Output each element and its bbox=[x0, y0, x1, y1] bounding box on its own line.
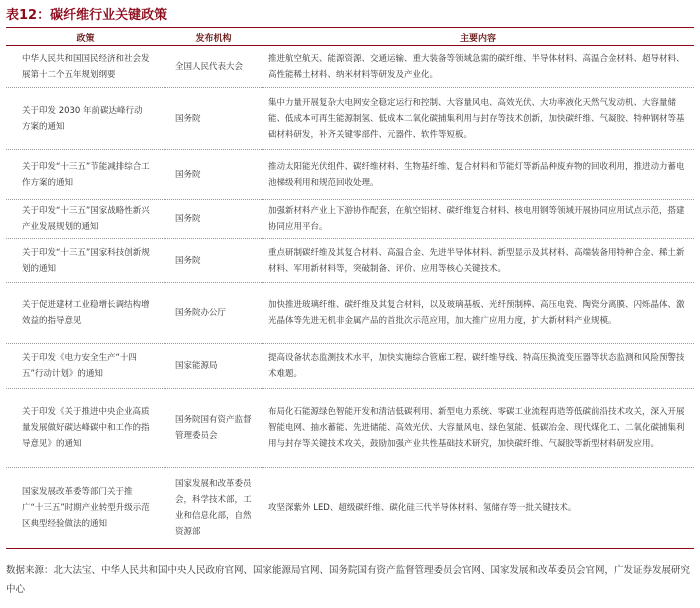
content-cell: 提高设备状态监测技术水平，加快实施综合管廊工程、碳纤维导线、特高压换流变压器等状态监测和风险预警技术难题。 bbox=[262, 344, 694, 389]
table-row bbox=[6, 239, 694, 283]
policy-cell: 关于印发“十三五”国家战略性新兴产业发展规划的通知 bbox=[6, 200, 165, 239]
content-cell: 推进航空航天、能源资源、交通运输、重大装备等领域急需的碳纤维、半导体材料、高温合金材料、超导材料、高性能稀土材料、纳米材料等研发及产业化。 bbox=[262, 46, 694, 88]
policy-cell: 关于印发《关于推进中央企业高质量发展做好碳达峰碳中和工作的指导意见》的通知 bbox=[6, 389, 165, 468]
table-row bbox=[6, 150, 694, 200]
org-cell: 国家能源局 bbox=[165, 344, 262, 389]
policy-cell: 关于印发“十三五”国家科技创新规划的通知 bbox=[6, 239, 165, 283]
policy-cell: 中华人民共和国国民经济和社会发展第十二个五年规划纲要 bbox=[6, 46, 165, 88]
org-cell: 国务院 bbox=[165, 239, 262, 283]
header-policy: 政策 bbox=[6, 30, 165, 46]
org-cell: 国家发展和改革委员会，科学技术部，工业和信息化部，自然资源部 bbox=[165, 468, 262, 549]
policy-cell: 关于促进建材工业稳增长调结构增效益的指导意见 bbox=[6, 283, 165, 344]
policy-cell: 关于印发《电力安全生产“十四五”行动计划》的通知 bbox=[6, 344, 165, 389]
org-cell: 国务院 bbox=[165, 200, 262, 239]
policy-cell: 国家发展改革委等部门关于推广“十三五”时期产业转型升级示范区典型经验做法的通知 bbox=[6, 468, 165, 549]
table-row bbox=[6, 88, 694, 150]
content-cell: 推动太阳能光伏组件、碳纤维材料、生物基纤维、复合材料和节能灯等新品种废弃物的回收利用，推进动力蓄电池梯级利用和规范回收处理。 bbox=[262, 150, 694, 200]
org-cell: 国务院办公厅 bbox=[165, 283, 262, 344]
content-cell: 集中力量开展复杂大电网安全稳定运行和控制、大容量风电、高效光伏、大功率液化天然气发动机、大容量储能、低成本可再生能源制氢、低成本二氧化碳捕集利用与封存等技术创新，加快碳纤维、气凝胶、特种钢材等基础材料研发，补齐关键零部件、元器件、软件等短板。 bbox=[262, 88, 694, 150]
table-row bbox=[6, 46, 694, 88]
header-org: 发布机构 bbox=[165, 30, 262, 46]
table-title: 表12：碳纤维行业关键政策 bbox=[6, 8, 168, 23]
table-row bbox=[6, 283, 694, 344]
policy-table bbox=[6, 30, 694, 549]
table-header-row bbox=[6, 30, 694, 46]
header-content: 主要内容 bbox=[262, 30, 694, 46]
table-row bbox=[6, 468, 694, 549]
org-cell: 国务院 bbox=[165, 88, 262, 150]
content-cell: 布局化石能源绿色智能开发和清洁低碳利用、新型电力系统、零碳工业流程再造等低碳前沿技术攻关，深入开展智能电网、抽水蓄能、先进储能、高效光伏、大容量风电、绿色氢能、低碳冶金、现代煤化工、二氧化碳捕集利用与封存等关键技术攻关，鼓励加强产业共性基础技术研究，加快碳纤维、气凝胶等新型材料研发应用。 bbox=[262, 389, 694, 468]
table-row bbox=[6, 200, 694, 239]
content-cell: 加快推进玻璃纤维、碳纤维及其复合材料，以及玻璃基板、光纤预制棒、高压电瓷、陶瓷分离膜、闪烁晶体、激光晶体等先进无机非金属产品的首批次示范应用，加大推广应用力度，扩大新材料产业规模。 bbox=[262, 283, 694, 344]
title-rule bbox=[6, 27, 694, 28]
content-cell: 加强新材料产业上下游协作配套，在航空铝材、碳纤维复合材料、核电用钢等领域开展协同应用试点示范，搭建协同应用平台。 bbox=[262, 200, 694, 239]
org-cell: 国务院 bbox=[165, 150, 262, 200]
policy-cell: 关于印发“十三五”节能减排综合工作方案的通知 bbox=[6, 150, 165, 200]
table-row bbox=[6, 389, 694, 468]
data-source-note: 数据来源：北大法宝、中华人民共和国中央人民政府官网、国家能源局官网、国务院国有资产监督管理委员会官网、国家发展和改革委员会官网，广发证券发展研究中心 bbox=[6, 565, 691, 595]
org-cell: 国务院国有资产监督管理委员会 bbox=[165, 389, 262, 468]
content-cell: 重点研制碳纤维及其复合材料、高温合金、先进半导体材料、新型显示及其材料、高端装备用特种合金、稀土新材料、军用新材料等，突破制备、评价、应用等核心关键技术。 bbox=[262, 239, 694, 283]
org-cell: 全国人民代表大会 bbox=[165, 46, 262, 88]
policy-cell: 关于印发 2030 年前碳达峰行动方案的通知 bbox=[6, 88, 165, 150]
table-row bbox=[6, 344, 694, 389]
content-cell: 攻坚深紫外 LED、超级碳纤维、碳化硅三代半导体材料、氢储存等一批关键技术。 bbox=[262, 468, 694, 549]
